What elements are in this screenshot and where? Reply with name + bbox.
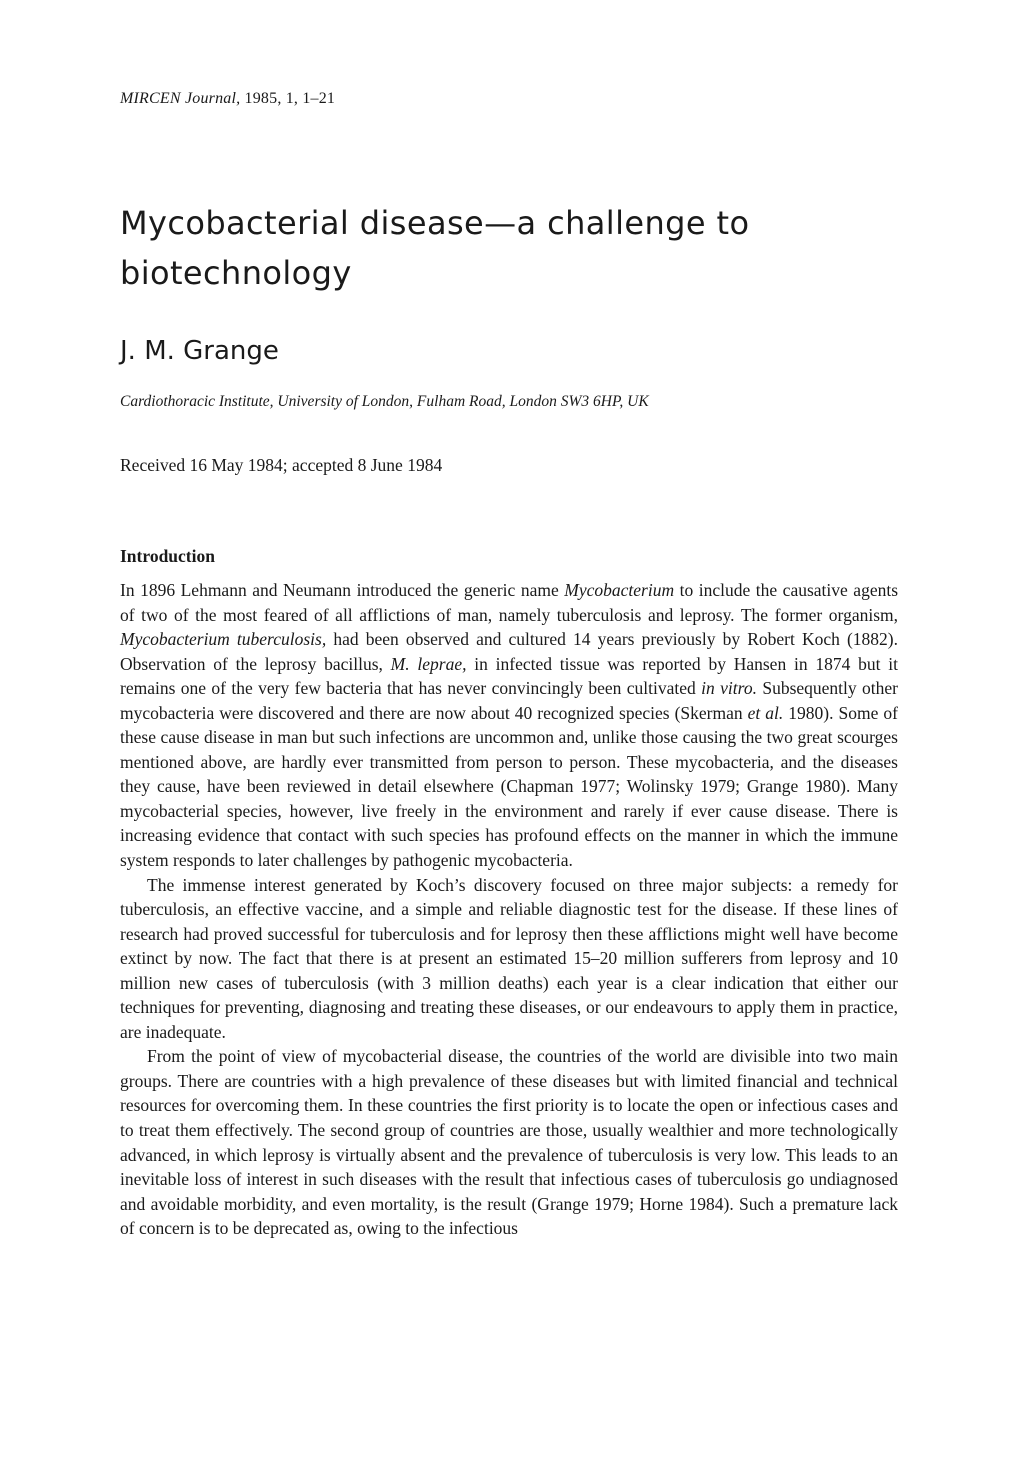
journal-citation xyxy=(120,90,335,108)
italic-species-name: Mycobacterium tuberculosis, xyxy=(120,629,327,650)
text-run: In 1896 Lehmann and Neumann introduced the generic name xyxy=(120,580,565,600)
text-run: 1980). Some of these cause disease in man but such infections are uncommon and, unlike those causing the two great scourges mentioned above, are hardly ever transmitted from person to person. These mycobacteria, and the diseases they cause, have been reviewed in detail elsewhere (Chapman 1977; Wolinsky 1979; Grange 1980). Many mycobacterial species, however, live freely in the environment and rarely if ever cause disease. There is increasing evidence that contact with such species has profound effects on the manner in which the immune system responds to later challenges by pathogenic mycobacteria. xyxy=(120,702,898,871)
italic-term: in vitro. xyxy=(701,678,757,699)
text-run: to include the causative agents of two of the most feared of all afflictions of man, namely tuberculosis and leprosy. The former organism, xyxy=(120,580,899,625)
text-run: in infected tissue was reported by Hansen in 1874 but it remains one of the very few bacteria that has never convincingly been cultivated xyxy=(120,653,898,699)
italic-species-name: M. leprae, xyxy=(390,653,467,674)
received-dates: Received 16 May 1984; accepted 8 June 1984 xyxy=(120,455,443,475)
volume-pages: 1985, 1, 1–21 xyxy=(240,90,336,107)
author-name: J. M. Grange xyxy=(120,336,279,366)
text-run: Subsequently other mycobacteria were discovered and there are now about 40 recognized species (Skerman xyxy=(120,678,898,723)
text-run: had been observed and cultured 14 years previously by Robert Koch (1882). Observation of the leprosy bacillus, xyxy=(120,629,898,674)
journal-name: MIRCEN Journal, xyxy=(120,90,241,107)
italic-genus-name: Mycobacterium xyxy=(564,580,675,600)
paragraph-3: From the point of view of mycobacterial disease, the countries of the world are divisible into two main groups. There are countries with a high prevalence of these diseases but with limited financial and technical resources for overcoming them. In these countries the first priority is to locate the open or infectious cases and to treat them effectively. The second group of countries are those, usually wealthier and more technologically advanced, in which leprosy is virtually absent and the prevalence of tuberculosis is very low. This leads to an inevitable loss of interest in such diseases with the result that infectious cases of tuberculosis go undiagnosed and avoidable morbidity, and even mortality, is the result (Grange 1979; Horne 1984). Such a premature lack of concern is to be deprecated as, owing to the infectious xyxy=(120,1046,898,1239)
paragraph-2: The immense interest generated by Koch’s discovery focused on three major subjects: a remedy for tuberculosis, an effective vaccine, and a simple and reliable diagnostic test for the disease. If these lines of research had proved successful for tuberculosis and for leprosy then these afflictions might well have become extinct by now. The fact that there is at present an estimated 15–20 million sufferers from leprosy and 10 million new cases of tuberculosis (with 3 million deaths) each year is a clear indication that either our techniques for preventing, diagnosing and treating these diseases, or our endeavours to apply them in practice, are inadequate. xyxy=(120,874,898,1042)
article-title: Mycobacterial disease—a challenge to biotechnology xyxy=(120,204,750,292)
section-heading-introduction: Introduction xyxy=(120,546,215,566)
paragraph-1 xyxy=(120,578,898,873)
author-affiliation: Cardiothoracic Institute, University of London, Fulham Road, London SW3 6HP, UK xyxy=(120,393,649,410)
introduction-body xyxy=(120,578,898,1241)
italic-citation-etal: et al. xyxy=(747,702,784,723)
